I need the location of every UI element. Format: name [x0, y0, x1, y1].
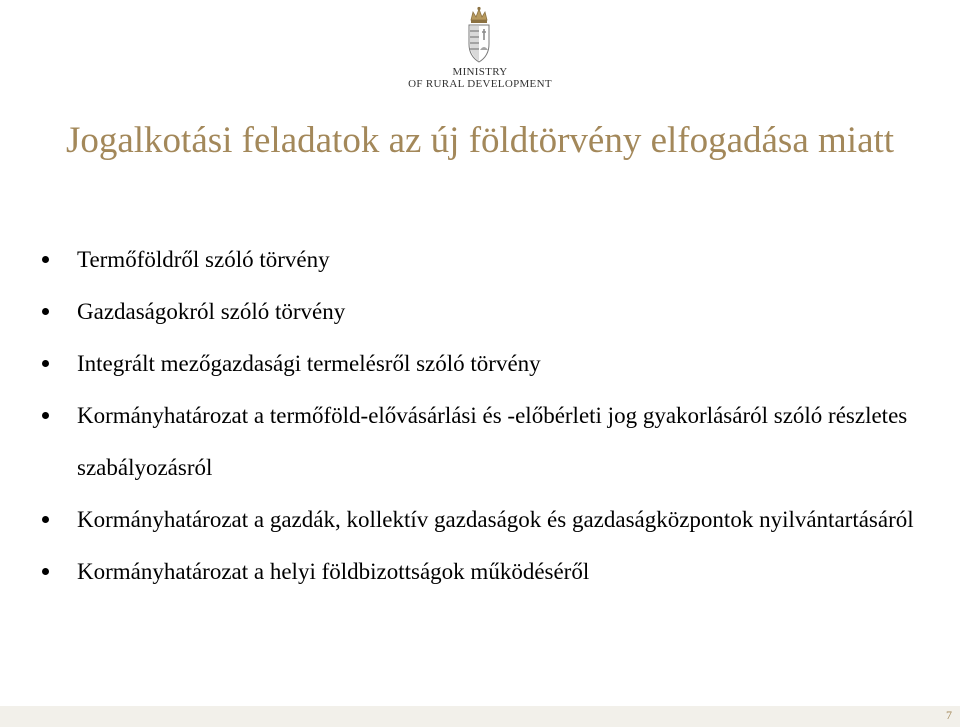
bullet-text: Termőföldről szóló törvény: [77, 247, 330, 272]
bullet-item: [40, 286, 920, 338]
bullet-item: [40, 390, 920, 494]
footer-band: [0, 706, 960, 727]
crest-icon: [462, 6, 496, 66]
bullet-item: [40, 494, 920, 546]
bullet-icon: [42, 256, 49, 263]
bullet-text: Kormányhatározat a termőföld-elővásárlási és -előbérleti jog gyakorlásáról szóló részletes szabályozásról: [77, 403, 908, 480]
bullet-text: Kormányhatározat a gazdák, kollektív gazdaságok és gazdaságközpontok nyilvántartásáról: [77, 507, 914, 532]
bullet-list: [40, 234, 920, 598]
bullet-text: Gazdaságokról szóló törvény: [77, 299, 346, 324]
ministry-name: [408, 66, 552, 90]
bullet-icon: [42, 308, 49, 315]
bullet-icon: [42, 412, 49, 419]
ministry-name-line2: OF RURAL DEVELOPMENT: [408, 78, 552, 90]
bullet-icon: [42, 360, 49, 367]
page-number: 7: [946, 708, 952, 722]
bullet-text: Kormányhatározat a helyi földbizottságok működéséről: [77, 559, 590, 584]
bullet-item: [40, 546, 920, 598]
bullet-item: [40, 338, 920, 390]
ministry-name-line1: MINISTRY: [452, 66, 508, 78]
bullet-icon: [42, 516, 49, 523]
slide-title: Jogalkotási feladatok az új földtörvény elfogadása miatt: [65, 120, 895, 161]
bullet-item: [40, 234, 920, 286]
bullet-text: Integrált mezőgazdasági termelésről szóló törvény: [77, 351, 541, 376]
ministry-logo: [408, 6, 552, 96]
bullet-icon: [42, 568, 49, 575]
